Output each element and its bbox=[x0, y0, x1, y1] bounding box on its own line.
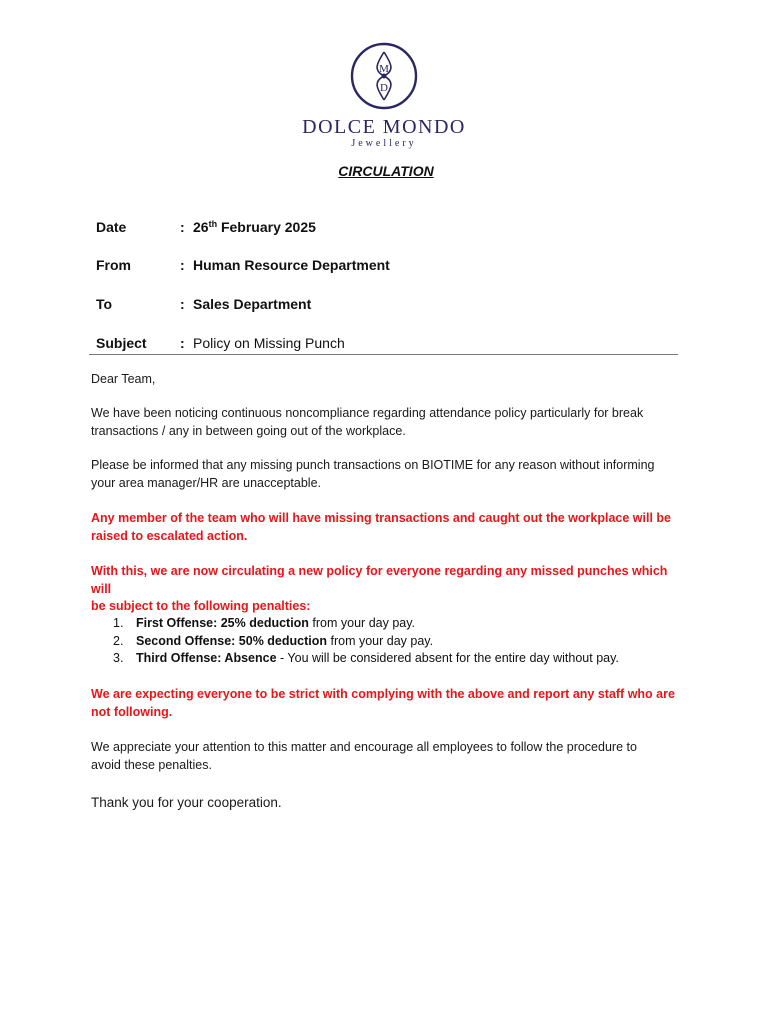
meta-colon: : bbox=[180, 335, 185, 351]
meta-from-value: Human Resource Department bbox=[193, 257, 390, 273]
warning-escalation bbox=[91, 510, 681, 545]
meta-subject-value: Policy on Missing Punch bbox=[193, 335, 345, 351]
greeting: Dear Team, bbox=[91, 372, 156, 386]
header-divider bbox=[89, 354, 678, 355]
list-number: 3. bbox=[113, 651, 124, 665]
paragraph-line: Please be informed that any missing punch transactions on BIOTIME for any reason without informing bbox=[91, 458, 655, 472]
paragraph-appreciation bbox=[91, 739, 681, 774]
paragraph-line: be subject to the following penalties: bbox=[91, 599, 311, 613]
paragraph-line: transactions / any in between going out of the workplace. bbox=[91, 423, 406, 438]
meta-date-row bbox=[96, 218, 686, 236]
date-day: 26 bbox=[193, 219, 209, 235]
list-number: 1. bbox=[113, 616, 124, 630]
meta-colon: : bbox=[180, 257, 185, 273]
meta-to-label: To bbox=[96, 296, 113, 312]
brand-subtitle: Jewellery bbox=[351, 138, 417, 149]
paragraph-line: With this, we are now circulating a new policy for everyone regarding any missed punches which will bbox=[91, 564, 668, 596]
paragraph-line: We have been noticing continuous noncompliance regarding attendance policy particularly for break bbox=[91, 406, 644, 420]
meta-subject-label: Subject bbox=[96, 335, 147, 351]
paragraph-line: Any member of the team who will have missing transactions and caught out the workplace will be bbox=[91, 511, 671, 525]
penalty-title: First Offense: 25% deduction bbox=[136, 616, 309, 630]
meta-from-label: From bbox=[96, 257, 131, 273]
meta-from-row bbox=[96, 256, 686, 274]
paragraph-line: your area manager/HR are unacceptable. bbox=[91, 475, 321, 490]
list-item bbox=[91, 650, 681, 668]
document-title: CIRCULATION bbox=[338, 163, 434, 179]
penalty-detail: - You will be considered absent for the entire day without pay. bbox=[276, 651, 619, 665]
penalty-detail: from your day pay. bbox=[308, 616, 416, 630]
meta-colon: : bbox=[180, 219, 185, 235]
list-number: 2. bbox=[113, 633, 124, 648]
brand-name: DOLCE MONDO bbox=[302, 116, 466, 138]
paragraph-line: raised to escalated action. bbox=[91, 528, 248, 543]
penalty-title: Second Offense: 50% deduction bbox=[136, 633, 328, 648]
meta-colon: : bbox=[180, 296, 185, 312]
monogram-emblem-icon bbox=[348, 40, 420, 112]
penalty-title: Third Offense: Absence bbox=[136, 651, 277, 665]
paragraph-biotime bbox=[91, 457, 681, 492]
svg-text:D: D bbox=[380, 82, 388, 94]
list-item bbox=[91, 633, 681, 651]
meta-to-value: Sales Department bbox=[193, 296, 312, 312]
meta-date-value bbox=[193, 219, 316, 235]
warning-compliance bbox=[91, 686, 681, 721]
date-rest: February 2025 bbox=[217, 219, 316, 235]
meta-to-row bbox=[96, 295, 686, 313]
paragraph-line: not following. bbox=[91, 704, 173, 719]
list-item bbox=[91, 615, 681, 633]
penalty-list bbox=[91, 615, 681, 668]
meta-date-label: Date bbox=[96, 219, 127, 235]
paragraph-line: We appreciate your attention to this matter and encourage all employees to follow the procedure to bbox=[91, 740, 637, 754]
meta-subject-row bbox=[96, 334, 686, 352]
paragraph-noncompliance bbox=[91, 405, 681, 440]
company-logo bbox=[0, 40, 768, 150]
date-suffix: th bbox=[208, 219, 218, 229]
penalty-detail: from your day pay. bbox=[327, 633, 434, 648]
paragraph-line: We are expecting everyone to be strict with complying with the above and report any staff who are bbox=[91, 687, 675, 701]
warning-new-policy bbox=[91, 563, 681, 616]
monogram-letters: M bbox=[379, 63, 389, 75]
closing-line: Thank you for your cooperation. bbox=[91, 795, 282, 810]
paragraph-line: avoid these penalties. bbox=[91, 757, 212, 772]
